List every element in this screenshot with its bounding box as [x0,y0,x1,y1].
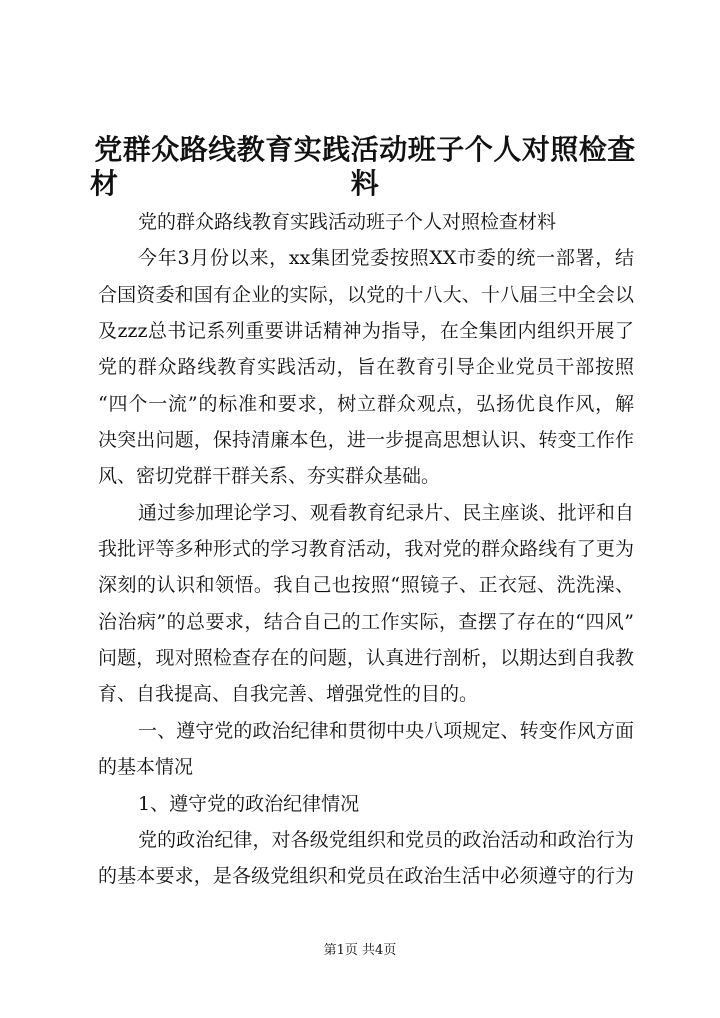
text-line: 党的群众路线教育实践活动班子个人对照检查材料 [138,211,557,233]
text-line: 通过参加理论学习、观看教育纪录片、民主座谈、批评和自 [138,501,634,524]
text-line: 及zzz总书记系列重要讲话精神为指导，在全集团内组织开展了 [98,320,634,343]
text-line: “四个一流”的标准和要求，树立群众观点，弘扬优良作风，解 [98,392,634,415]
text-line: 1、遵守党的政治纪律情况 [138,792,360,815]
text-line: 的基本要求，是各级党组织和党员在政治生活中必须遵守的行为 [98,865,634,888]
text-line: 一、遵守党的政治纪律和贯彻中央八项规定、转变作风方面 [138,719,634,742]
text-line: 的基本情况 [98,756,194,779]
text-line: 党的群众路线教育实践活动，旨在教育引导企业党员干部按照 [98,356,634,379]
text-line: 今年3月份以来，xx集团党委按照XX市委的统一部署，结 [138,247,634,270]
document-title-line-1: 党群众路线教育实践活动班子个人对照检查材 [90,133,636,200]
text-line: 治治病”的总要求，结合自己的工作实际，查摆了存在的“四风” [98,610,634,633]
text-line: 决突出问题，保持清廉本色，进一步提高思想认识、转变工作作 [98,429,634,452]
text-line: 深刻的认识和领悟。我自己也按照“照镜子、正衣冠、洗洗澡、 [98,574,634,597]
document-title-line-2: 料 [350,167,380,200]
text-line: 合国资委和国有企业的实际，以党的十八大、十八届三中全会以 [98,283,634,306]
text-line: 问题，现对照检查存在的问题，认真进行剖析，以期达到自我教 [98,647,634,670]
text-line: 我批评等多种形式的学习教育活动，我对党的群众路线有了更为 [98,538,634,561]
text-line: 风、密切党群干群关系、夯实群众基础。 [98,465,441,488]
text-line: 党的政治纪律，对各级党组织和党员的政治活动和政治行为 [138,828,634,851]
page-footer: 第1页 共4页 [323,943,397,958]
text-line: 育、自我提高、自我完善、增强党性的目的。 [98,683,479,706]
document-body [98,204,634,895]
